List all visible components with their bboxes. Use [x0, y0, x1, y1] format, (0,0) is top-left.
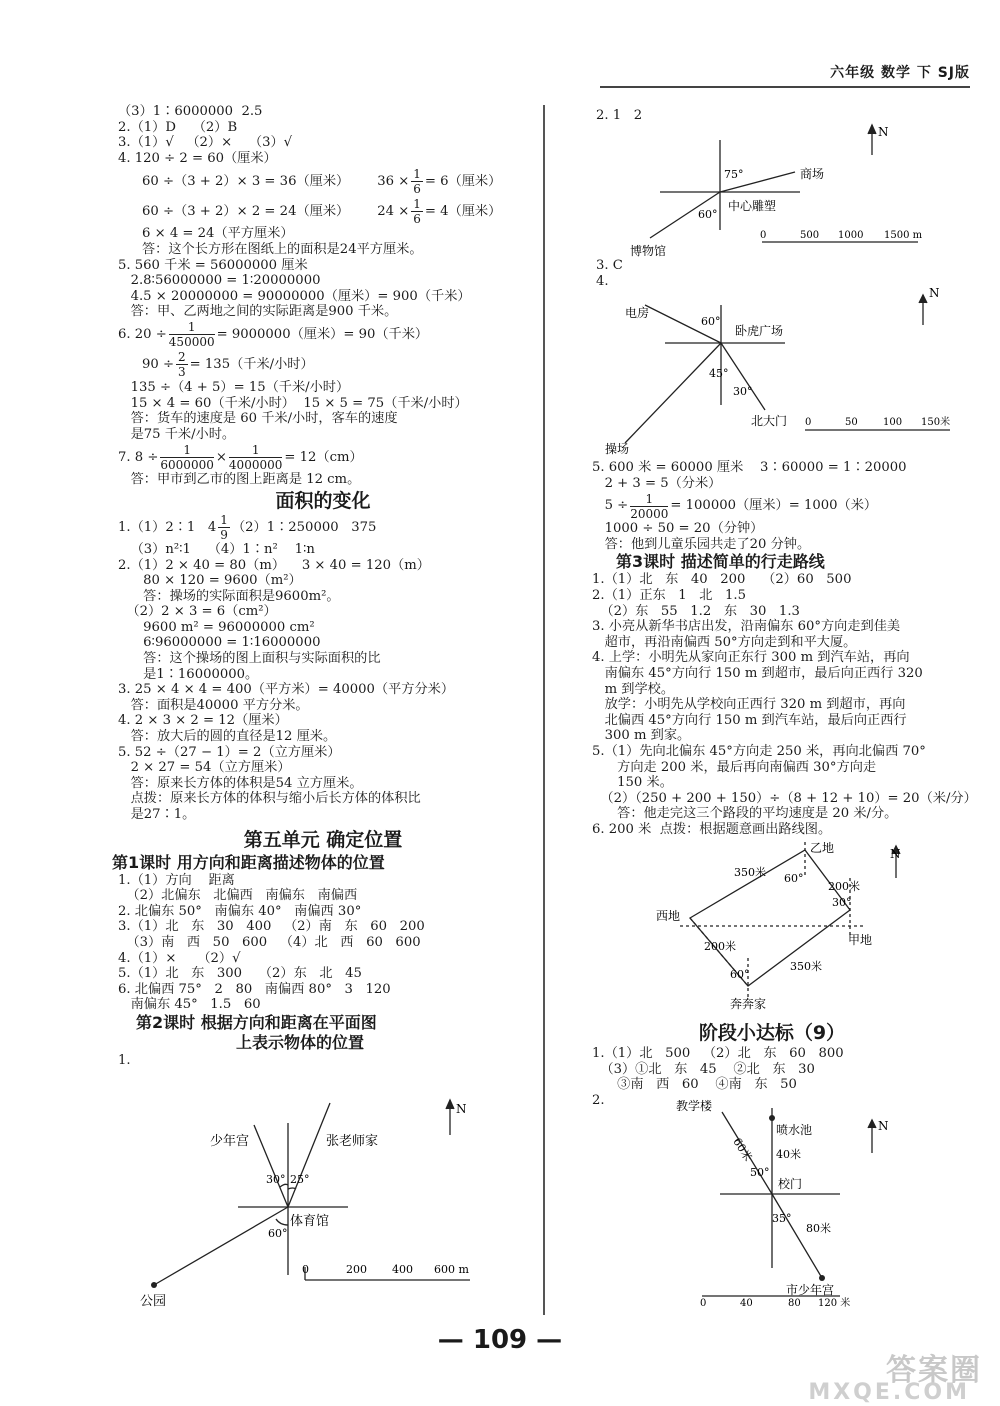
answer-line: 9600 m² = 96000000 cm² [118, 619, 315, 635]
distance-label: 60米 [730, 1135, 755, 1164]
answer-line: 3.（1）北 东 30 400 （2）南 东 60 200 [118, 919, 425, 935]
scale-label: 50 [845, 417, 858, 428]
answer-line: 4. [596, 273, 609, 289]
header-rule [600, 86, 970, 88]
right-column-q3 [596, 258, 623, 289]
angle-label: 60° [784, 872, 804, 885]
answer-text: 36 × [377, 173, 410, 189]
answer-line: 135 ÷（4 + 5）= 15（千米/小时） [118, 379, 350, 395]
answer-line: 点拨：原来长方体的体积与缩小后长方体的体积比 [118, 791, 421, 807]
answer-line: 6 × 4 = 24（平方厘米） [142, 226, 294, 242]
answer-line: 方向走 200 米，最后再向南偏西 30°方向走 [592, 759, 877, 775]
answer-line: 南偏东 45° 1.5 60 [118, 997, 261, 1013]
answer-text: 7. 8 ÷ [118, 449, 159, 465]
place-label: 电房 [625, 306, 650, 320]
scale-label: 80 [788, 1298, 801, 1309]
place-label: 市少年宫 [786, 1283, 835, 1297]
scale-label: 120 米 [818, 1298, 851, 1309]
answer-line: 3.（1）√ （2）× （3）√ [118, 135, 293, 151]
map-diagram-1 [130, 1095, 510, 1315]
answer-line: 2 × 27 = 54（立方厘米） [118, 760, 291, 776]
angle-label: 30° [832, 896, 852, 909]
answer-line: 是27∶1。 [118, 807, 196, 822]
answer-text: 90 ÷ [142, 357, 175, 373]
angle-label: 30° [266, 1173, 286, 1186]
answer-line: 5. 600 米 = 60000 厘米 3∶60000 = 1∶20000 [592, 460, 907, 475]
answer-line: 60 ÷（3 + 2）× 2 = 24（厘米） [142, 203, 350, 219]
fraction: $\frac{1}{9}$ [220, 513, 228, 543]
answer-line: 答：甲、乙两地之间的实际距离是900 千米。 [118, 304, 398, 320]
answer-line: 80 × 120 = 9600（m²） [118, 573, 302, 589]
scale-label: 100 [883, 417, 903, 428]
answer-line: 答：原来长方体的体积是54 立方厘米。 [118, 775, 363, 791]
angle-label: 30° [733, 385, 753, 398]
distance-label: 200米 [828, 880, 860, 893]
map-diagram-4 [605, 286, 965, 456]
answer-line: 2.（1）2 × 40 = 80（m） 3 × 40 = 120（m） [118, 557, 430, 573]
lesson-title: 第3课时 描述简单的行走路线 [616, 552, 825, 572]
answer-line: （3）南 西 50 600 （4）北 西 60 600 [118, 934, 421, 950]
answer-line: （3）1∶6000000 2.5 [118, 104, 263, 119]
north-label: N [890, 847, 901, 861]
answer-line: 答：面积是40000 平方分米。 [118, 697, 309, 713]
section-title-stage: 阶段小达标（9） [698, 1022, 846, 1044]
answer-text: = 100000（厘米）= 1000（米） [670, 498, 878, 514]
angle-label: 35° [772, 1212, 792, 1225]
answer-line: （3）①北 东 45 ②北 东 30 [592, 1061, 815, 1077]
angle-label: 60° [701, 315, 721, 328]
angle-label: 50° [750, 1166, 770, 1179]
angle-label: 75° [724, 168, 744, 181]
answer-line: 答：操场的实际面积是9600m²。 [118, 588, 340, 604]
north-label: N [878, 1119, 889, 1133]
fraction: $\frac{1}{6000000}$ [160, 442, 214, 472]
place-label: 北大门 [751, 414, 788, 428]
lesson-title: 第1课时 用方向和距离描述物体的位置 [112, 852, 385, 872]
north-label: N [878, 125, 889, 139]
right-column-stage [592, 1020, 972, 1108]
answer-line: 1.（1）北 东 40 200 （2）60 500 [592, 572, 852, 588]
scale-label: 1000 [838, 230, 864, 241]
place-label: 体育馆 [290, 1214, 330, 1229]
distance-label: 200米 [704, 940, 736, 953]
answer-line: 答：甲市到乙市的图上距离是 12 cm。 [118, 472, 361, 488]
fraction: $\frac{1}{4000000}$ [228, 442, 283, 472]
north-label: N [929, 286, 940, 300]
answer-line: 1000 ÷ 50 = 20（分钟） [592, 521, 764, 537]
answer-line: m 到学校。 [592, 681, 675, 697]
answer-line: 2. [592, 1092, 605, 1108]
answer-line: 5.（1）先向北偏东 45°方向走 250 米，再向北偏西 70° [592, 743, 926, 759]
place-label: 乙地 [810, 841, 835, 855]
answer-line: （2）东 55 1.2 东 30 1.3 [592, 603, 800, 619]
page-number: — 109 — [437, 1325, 563, 1355]
answer-text: （2）1∶250000 375 [231, 520, 377, 536]
answer-text: 1.（1）2∶1 4 [118, 520, 217, 536]
scale-label: 0 [700, 1298, 707, 1309]
answer-text: = 12（cm） [284, 449, 363, 465]
fraction: $\frac{1}{450000}$ [168, 320, 215, 350]
section-title-area-change: 面积的变化 [275, 489, 371, 512]
answer-line: 1.（1）北 500 （2）北 东 60 800 [592, 1046, 844, 1061]
place-label: 卧虎广场 [735, 324, 784, 338]
answer-text: 24 × [377, 203, 410, 219]
place-label: 少年宫 [210, 1134, 250, 1149]
place-label: 教学楼 [676, 1099, 713, 1113]
answer-line: 答：放大后的圆的直径是12 厘米。 [118, 729, 337, 745]
fraction: $\frac{1}{6}$ [413, 196, 421, 226]
map-diagram-2 [600, 120, 950, 260]
answer-line: 60 ÷（3 + 2）× 3 = 36（厘米） [142, 173, 350, 189]
scale-label: 200 [346, 1263, 367, 1276]
scale-label: 150米 [921, 417, 951, 428]
answer-line: 150 米。 [592, 775, 673, 791]
angle-label: 60° [730, 968, 750, 981]
answer-line: 2. 1 2 [596, 108, 643, 123]
fraction: $\frac{1}{20000}$ [630, 491, 669, 521]
distance-label: 40米 [776, 1148, 801, 1161]
scale-label: 400 [392, 1263, 413, 1276]
watermark-logo: 答案圈 [886, 1353, 982, 1388]
answer-line: 南偏东 45°方向行 150 m 到超市，最后向正西行 320 [592, 665, 923, 681]
answer-line: 2.（1）正东 1 北 1.5 [592, 587, 746, 603]
place-label: 喷水池 [776, 1123, 813, 1137]
map-diagram-7 [640, 1098, 920, 1308]
lesson-title: 上表示物体的位置 [236, 1032, 365, 1052]
answer-line: 6. 200 米 点拨：根据题意画出路线图。 [592, 821, 832, 837]
answer-line: 4.5 × 20000000 = 90000000（厘米）= 900（千米） [118, 288, 471, 304]
answer-text: = 4（厘米） [424, 203, 502, 219]
answer-line: 是75 千米/小时。 [118, 426, 236, 442]
answer-line: 15 × 4 = 60（千米/小时） 15 × 5 = 75（千米/小时） [118, 395, 468, 411]
answer-line: 5. 560 千米 = 56000000 厘米 [118, 257, 308, 273]
column-divider [543, 105, 545, 1315]
unit-title: 第五单元 确定位置 [243, 828, 403, 851]
answer-line: 3. 小亮从新华书店出发，沿南偏东 60°方向走到佳美 [592, 619, 901, 635]
place-label: 张老师家 [326, 1134, 379, 1149]
distance-label: 350米 [734, 866, 766, 879]
distance-label: 80米 [806, 1222, 831, 1235]
angle-label: 25° [290, 1173, 310, 1186]
answer-line: 放学：小明先从学校向正西行 320 m 到超市，再向 [592, 697, 906, 713]
answer-line: 4. 120 ÷ 2 = 60（厘米） [118, 150, 277, 166]
fraction: $\frac{2}{3}$ [178, 350, 186, 380]
watermark-url: MXQE.COM [808, 1380, 970, 1405]
answer-line: 答：货车的速度是 60 千米/小时，客车的速度 [118, 411, 398, 427]
answer-line: 是1∶16000000。 [118, 666, 259, 682]
place-label: 博物馆 [630, 244, 667, 258]
answer-line: 答：他走完这三个路段的平均速度是 20 米/分。 [592, 806, 898, 822]
answer-line: 300 m 到家。 [592, 728, 691, 744]
angle-label: 60° [698, 208, 718, 221]
answer-line: 5. 52 ÷（27 − 1）= 2（立方厘米） [118, 744, 341, 760]
answer-line: 答：他到儿童乐园共走了20 分钟。 [592, 536, 811, 552]
right-column-main [592, 460, 977, 837]
answer-text: 6. 20 ÷ [118, 327, 167, 343]
place-label: 商场 [800, 167, 825, 181]
answer-line: 超市，再沿南偏西 50°方向走到和平大厦。 [592, 634, 857, 650]
scale-label: 1500 m [884, 230, 923, 241]
angle-label: 60° [268, 1227, 288, 1240]
answer-text: × [215, 449, 227, 465]
fraction: $\frac{1}{6}$ [413, 166, 421, 196]
answer-line: 4.（1）× （2）√ [118, 950, 241, 966]
angle-label: 45° [709, 367, 729, 380]
answer-line: 2. 北偏东 50° 南偏东 40° 南偏西 30° [118, 903, 362, 919]
answer-line: （3）n²∶1 （4）1∶n² 1∶n [118, 541, 315, 557]
question-number: 1. [118, 1052, 131, 1068]
answer-line: 北偏西 45°方向行 150 m 到汽车站，最后向正西行 [592, 712, 907, 728]
answer-line: （2）北偏东 北偏西 南偏东 南偏西 [118, 888, 358, 904]
answer-line: 4. 上学：小明先从家向正东行 300 m 到汽车站，再向 [592, 650, 910, 666]
answer-line: 2.8∶56000000 = 1∶20000000 [118, 273, 321, 289]
book-header: 六年级 数学 下 SJ版 [830, 65, 970, 81]
answer-line: 1.（1）方向 距离 [118, 872, 235, 888]
scale-label: 0 [302, 1263, 309, 1276]
place-label: 中心雕塑 [728, 199, 777, 213]
answer-line: 5.（1）北 东 300 （2）东 北 45 [118, 966, 362, 982]
answer-text: = 6（厘米） [424, 173, 502, 189]
north-label: N [456, 1102, 467, 1116]
answer-line: （2）（250 + 200 + 150）÷（8 + 12 + 10）= 20（米/分） [592, 790, 977, 806]
answer-line: 6. 北偏西 75° 2 80 南偏西 80° 3 120 [118, 981, 391, 997]
lesson-title: 第2课时 根据方向和距离在平面图 [136, 1012, 377, 1032]
answer-line: 2.（1）D （2）B [118, 119, 238, 135]
place-label: 甲地 [848, 933, 873, 947]
answer-line: 4. 2 × 3 × 2 = 12（厘米） [118, 713, 288, 729]
route-diagram-6 [650, 838, 910, 1018]
scale-label: 0 [805, 417, 812, 428]
answer-line: 3. 25 × 4 × 4 = 400（平方米）= 40000（平方分米） [118, 682, 455, 698]
answer-line: （2）2 × 3 = 6（cm²） [118, 604, 277, 620]
scale-label: 0 [760, 230, 767, 241]
answer-line: 答：这个长方形在图纸上的面积是24平方厘米。 [142, 241, 423, 257]
left-column [112, 104, 528, 1069]
scale-label: 600 m [434, 1263, 469, 1276]
distance-label: 350米 [790, 960, 822, 973]
scale-label: 500 [800, 230, 820, 241]
place-label: 校门 [778, 1177, 803, 1191]
answer-line: ③南 西 60 ④南 东 50 [592, 1077, 797, 1093]
answer-line: 答：这个操场的图上面积与实际面积的比 [118, 651, 381, 667]
answer-line: 6∶96000000 = 1∶16000000 [118, 635, 321, 651]
place-label: 操场 [605, 442, 630, 456]
answer-text: = 9000000（厘米）= 90（千米） [216, 327, 429, 343]
place-label: 西地 [656, 909, 681, 923]
answer-line: 2 + 3 = 5（分米） [592, 475, 722, 491]
answer-text: = 135（千米/小时） [189, 357, 314, 373]
answer-line: 3. C [596, 258, 623, 273]
answer-text: 5 ÷ [592, 498, 629, 514]
place-label: 公园 [140, 1294, 167, 1309]
scale-label: 40 [740, 1298, 753, 1309]
place-label: 奔奔家 [730, 997, 767, 1011]
